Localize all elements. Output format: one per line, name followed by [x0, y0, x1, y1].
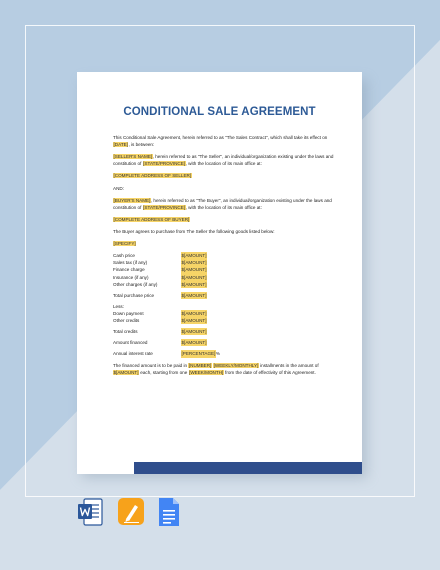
cost-label: Finance charge: [113, 267, 145, 273]
buyer-name-placeholder: [BUYER'S NAME]: [113, 197, 151, 203]
text-segment: , is between:: [128, 142, 155, 148]
credit-label: Down payment: [113, 310, 144, 316]
buyer-address-placeholder: [COMPLETE ADDRESS OF BUYER]: [113, 216, 190, 222]
amount-placeholder: $[AMOUNT]: [113, 369, 139, 375]
text-segment: , with the location of its main office at:: [185, 161, 262, 167]
date-placeholder: [DATE]: [113, 142, 128, 148]
text-segment: from the date of effectivity of this Agreement.: [225, 369, 316, 375]
credit-label: Other credits: [113, 318, 140, 324]
buyer-address-paragraph: [113, 216, 345, 223]
document-footer-bar: [134, 462, 362, 474]
document-page: [77, 72, 362, 474]
text-segment: , herein referred to as "The Seller", an individual/organization existing under the laws and constitution of: [113, 154, 334, 167]
text-segment: This Conditional Sale Agreement, herein referred to as "The Sales Contract", which shall take its effect on: [113, 135, 328, 140]
cost-row: [113, 266, 345, 273]
payment-paragraph: [113, 362, 345, 376]
specify-placeholder: [SPECIFY]: [113, 241, 136, 247]
seller-address-placeholder: [COMPLETE ADDRESS OF SELLER]: [113, 173, 192, 179]
seller-name-placeholder: [SELLER'S NAME]: [113, 154, 153, 160]
text-segment: installments in the amount of: [260, 362, 319, 368]
seller-state-placeholder: [STATE/PROVINCE]: [143, 161, 186, 167]
cost-value: $[AMOUNT]: [181, 260, 207, 266]
document-title: CONDITIONAL SALE AGREEMENT: [123, 106, 316, 118]
intro-paragraph: [113, 134, 345, 148]
percent-suffix: %: [215, 351, 220, 357]
cost-row: [113, 252, 345, 259]
interest-value: [PERCENTAGE]: [181, 351, 216, 357]
amount-financed-row: [113, 339, 345, 346]
cost-value: $[AMOUNT]: [181, 267, 207, 273]
interest-label: Annual interest rate: [113, 351, 153, 357]
total-purchase-row: [113, 292, 345, 299]
document-body: [113, 134, 345, 381]
buyer-paragraph: [113, 197, 345, 211]
and-label: AND:: [113, 185, 124, 191]
period-placeholder: [WEEK/MONTH]: [189, 369, 224, 375]
buyer-state-placeholder: [STATE/PROVINCE]: [143, 204, 186, 210]
pages-icon[interactable]: [117, 497, 143, 527]
cost-value: $[AMOUNT]: [181, 253, 207, 259]
word-icon[interactable]: [77, 497, 103, 527]
goods-paragraph: The Buyer agrees to purchase from The Seller the following goods listed below:: [113, 228, 275, 234]
text-segment: each, starting from one: [140, 369, 188, 375]
text-segment: The financed amount is to be paid in: [113, 362, 188, 368]
number-placeholder: [NUMBER]: [188, 362, 212, 368]
cost-row: [113, 274, 345, 281]
cost-label: Other charges (if any): [113, 281, 158, 287]
less-label: Less:: [113, 303, 124, 309]
amount-financed-value: $[AMOUNT]: [181, 340, 207, 346]
cost-value: $[AMOUNT]: [181, 274, 207, 280]
credit-value: $[AMOUNT]: [181, 310, 207, 316]
total-purchase-label: Total purchase price: [113, 292, 155, 298]
frequency-placeholder: [WEEKLY/MONTHLY]: [213, 362, 259, 368]
text-segment: , with the location of its main office at:: [185, 204, 262, 210]
total-credits-value: $[AMOUNT]: [181, 329, 207, 335]
seller-paragraph: [113, 153, 345, 167]
text-segment: , herein referred to as "The Buyer", an individual/organization existing under the laws and constitution of: [113, 197, 332, 210]
cost-label: Sales tax (if any): [113, 260, 148, 266]
cost-row: [113, 281, 345, 288]
credit-value: $[AMOUNT]: [181, 318, 207, 324]
cost-label: Cash price: [113, 253, 135, 259]
interest-row: [113, 350, 345, 357]
cost-row: [113, 259, 345, 266]
credit-row: [113, 310, 345, 317]
cost-label: Insurance (if any): [113, 274, 149, 280]
credit-row: [113, 317, 345, 324]
google-docs-icon[interactable]: [158, 497, 184, 527]
specify-paragraph: [113, 240, 345, 247]
cost-list: [113, 252, 345, 288]
total-credits-row: [113, 328, 345, 335]
total-purchase-value: $[AMOUNT]: [181, 292, 207, 298]
amount-financed-label: Amount financed: [113, 340, 148, 346]
seller-address-paragraph: [113, 172, 345, 179]
cost-value: $[AMOUNT]: [181, 281, 207, 287]
total-credits-label: Total credits: [113, 329, 138, 335]
